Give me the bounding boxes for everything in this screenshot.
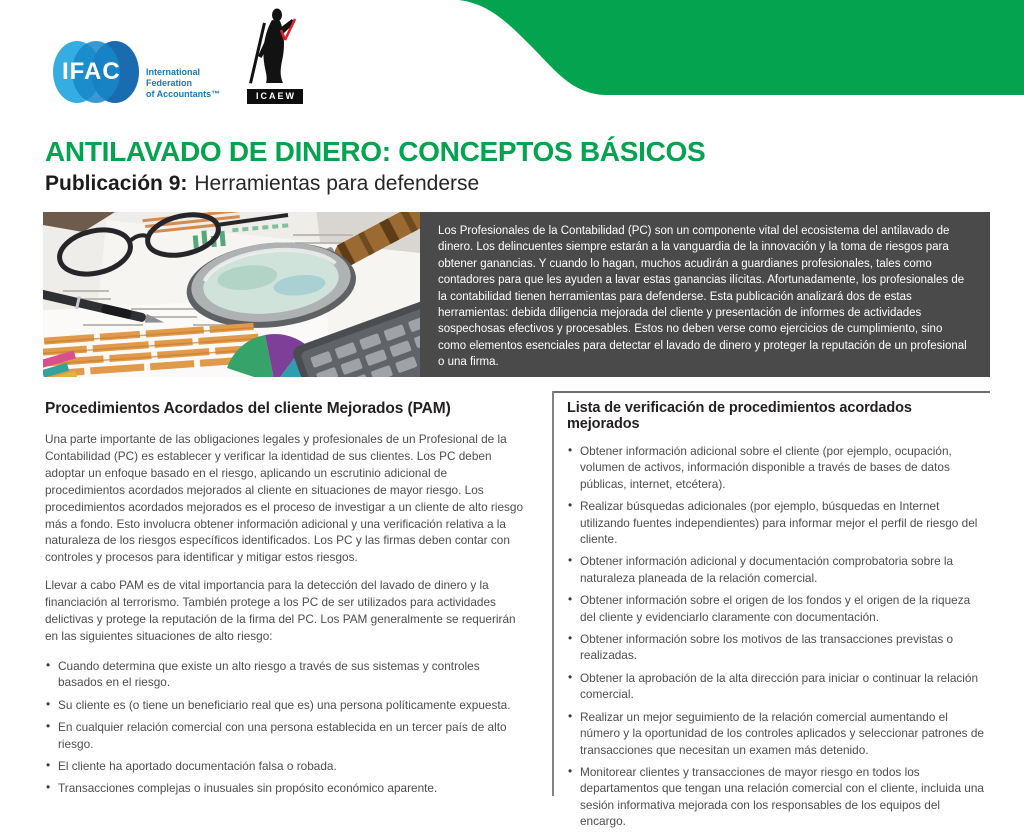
bullet-item: • Cuando determina que existe un alto riesgo a través de sus sistemas y controles basados en el riesgo. — [45, 658, 524, 691]
bullet-item: • Obtener información sobre el origen de los fondos y el origen de la riqueza del cliente y evidenciarlo claramente con documentación. — [567, 592, 988, 625]
ifac-name-line: Federation — [146, 77, 193, 88]
right-column — [554, 391, 990, 836]
bullet-item: • El cliente ha aportado documentación falsa o robada. — [45, 758, 524, 774]
checklist-bullet-list — [567, 443, 988, 830]
page-title: ANTILAVADO DE DINERO: CONCEPTOS BÁSICOS — [45, 136, 706, 167]
bullet-item: • En cualquier relación comercial con una persona establecida en un tercer país de alto riesgo. — [45, 719, 524, 752]
ifac-name — [146, 67, 220, 100]
bullet-item: • Realizar búsquedas adicionales (por ejemplo, búsquedas en Internet utilizando fuentes independientes) para informar mejor el perfil de riesgo del cliente. — [567, 498, 988, 547]
media-band — [43, 212, 990, 377]
ifac-name-line: of Accountants™ — [146, 88, 221, 99]
page-subtitle — [45, 172, 479, 196]
green-swoosh-decoration — [459, 0, 1024, 97]
intro-text-box: Los Profesionales de la Contabilidad (PC) son un componente vital del ecosistema del antilavado de dinero. Los delincuentes siempre estarán a la vanguardia de la innovación y la toma de riesgos para obtener ganancias. Y cuando lo hagan, muchos acudirán a guardianes profesionales, tales como contadores para que les ayuden a lavar estas ganancias ilícitas. Afortunadamente, los profesionales de la contabilidad tienen herramientas para defenderse. Esta publicación analizará dos de estas herramientas: debida diligencia mejorada del cliente y presentación de informes de actividades sospechosas efectivos y procesables. Estos no deben verse como ejercicios de cumplimiento, sino como elementos esenciales para detectar el lavado de dinero y proteger la reputación de un profesional o una firma. — [420, 212, 990, 377]
bullet-item: • Transacciones complejas o inusuales sin propósito económico aparente. — [45, 780, 524, 796]
ifac-logo — [52, 40, 220, 104]
icaew-figure-icon — [247, 8, 303, 86]
left-column — [45, 391, 552, 836]
subtitle-label: Publicación 9: — [45, 172, 188, 195]
bullet-item: • Obtener información adicional y documentación comprobatoria sobre la naturaleza planeada de la relación comercial. — [567, 553, 988, 586]
icaew-logo — [247, 8, 303, 104]
bullet-item: • Obtener información adicional sobre el cliente (por ejemplo, ocupación, volumen de activos, información disponible a través de bases de datos públicas, internet, etcétera). — [567, 443, 988, 492]
bullet-item: • Obtener información sobre los motivos de las transacciones previstas o realizadas. — [567, 631, 988, 664]
ifac-name-line: International — [146, 66, 201, 77]
icaew-wordmark: ICAEW — [247, 89, 303, 104]
paragraph: Llevar a cabo PAM es de vital importancia para la detección del lavado de dinero y la financiación al terrorismo. También protege a los PC de ser utilizados para actividades delictivas y protege la reputación de la firma del PC. Los PAM generalmente se requerirán en las siguientes situaciones de alto riesgo: — [45, 578, 516, 643]
bullet-item: • Su cliente es (o tiene un beneficiario real que es) una persona políticamente expuesta. — [45, 697, 524, 713]
paragraph: Una parte importante de las obligaciones legales y profesionales de un Profesional de la Contabilidad (PC) es establecer y verificar la identidad de sus clientes. Los PC deben adoptar un enfoque basado en el riesgo, aplicando un escrutinio adicional de procedimientos acordados mejorados al cliente en situaciones de mayor riesgo. Los procedimientos acordados mejorados es el proceso de investigar a un cliente de alto riesgo más a fondo. Esto involucra obtener información adicional y una verificación relativa a la naturaleza de los riesgos específicos identificados. Los PC y las firmas deben contar con controles y procesos para identificar y mitigar estos riesgos. — [45, 432, 524, 565]
magnifier-documents-photo — [43, 212, 420, 377]
subtitle-text: Herramientas para defenderse — [194, 172, 480, 195]
left-bullet-list — [45, 658, 524, 797]
content-columns — [45, 391, 990, 836]
bullet-item: • Monitorear clientes y transacciones de mayor riesgo en todos los departamentos que tengan una relación comercial con el cliente, incluida una sesión informativa mejorada con los responsables de los equipos del encargo. — [567, 764, 988, 830]
right-column-heading: Lista de verificación de procedimientos acordados mejorados — [567, 400, 912, 432]
ifac-logo-mark — [52, 40, 140, 104]
ifac-acronym: IFAC — [62, 58, 121, 85]
left-column-heading: Procedimientos Acordados del cliente Mejorados (PAM) — [45, 400, 451, 417]
bullet-item: • Obtener la aprobación de la alta dirección para iniciar o continuar la relación comercial. — [567, 670, 988, 703]
bullet-item: • Realizar un mejor seguimiento de la relación comercial aumentando el número y la oportunidad de los controles aplicados y seleccionar patrones de transacciones que necesitan un examen más detenido. — [567, 709, 988, 758]
